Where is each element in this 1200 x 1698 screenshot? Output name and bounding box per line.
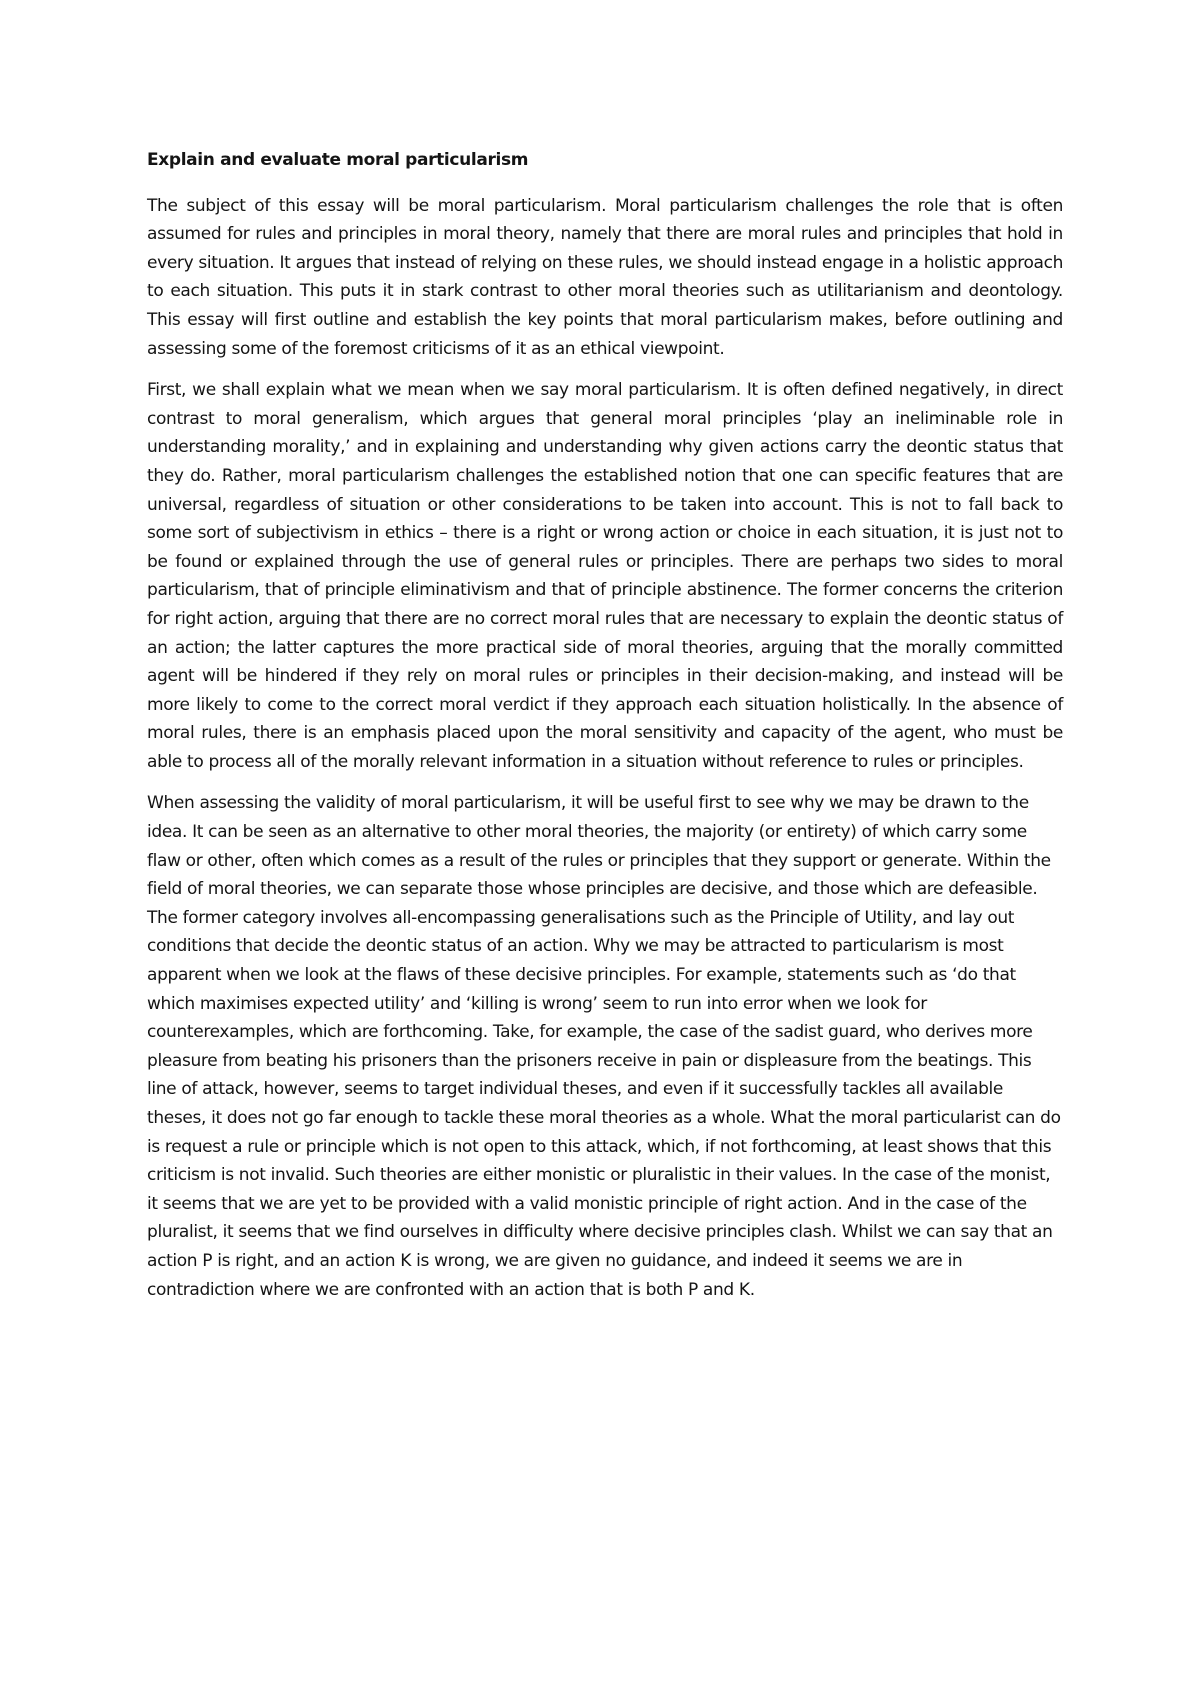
essay-title: Explain and evaluate moral particularism bbox=[147, 150, 529, 170]
essay-body bbox=[147, 146, 1063, 1317]
paragraph-introduction: The subject of this essay will be moral particularism. Moral particularism challenges the role that is often assumed for rules and principles in moral theory, namely that there are moral rules and principles that hold in every situation. It argues that instead of relying on these rules, we should instead engage in a holistic approach to each situation. This puts it in stark contrast to other moral theories such as utilitarianism and deontology. This essay will first outline and establish the key points that moral particularism makes, before outlining and assessing some of the foremost criticisms of it as an ethical viewpoint. bbox=[147, 195, 1063, 359]
paragraph-definition: First, we shall explain what we mean when we say moral particularism. It is often defined negatively, in direct contrast to moral generalism, which argues that general moral principles ‘play an ineliminable role in understanding morality,’ and in explaining and understanding why given actions carry the deontic status that they do. Rather, moral particularism challenges the established notion that one can specific features that are universal, regardless of situation or other considerations to be taken into account. This is not to fall back to some sort of subjectivism in ethics – there is a right or wrong action or choice in each situation, it is just not to be found or explained through the use of general rules or principles. There are perhaps two sides to moral particularism, that of principle eliminativism and that of principle abstinence. The former concerns the criterion for right action, arguing that there are no correct moral rules that are necessary to explain the deontic status of an action; the latter captures the more practical side of moral theories, arguing that the morally committed agent will be hindered if they rely on moral rules or principles in their decision-making, and instead will be more likely to come to the correct moral verdict if they approach each situation holistically. In the absence of moral rules, there is an emphasis placed upon the moral sensitivity and capacity of the agent, who must be able to process all of the morally relevant information in a situation without reference to rules or principles. bbox=[147, 380, 1063, 772]
paragraph-assessment: When assessing the validity of moral particularism, it will be useful first to see why we may be drawn to the idea. It can be seen as an alternative to other moral theories, the majority (or entirety) of which carry some flaw or other, often which comes as a result of the rules or principles that they support or generate. Within the field of moral theories, we can separate those whose principles are decisive, and those which are defeasible. The former category involves all-encompassing generalisations such as the Principle of Utility, and lay out conditions that decide the deontic status of an action. Why we may be attracted to particularism is most apparent when we look at the flaws of these decisive principles. For example, statements such as ‘do that which maximises expected utility’ and ‘killing is wrong’ seem to run into error when we look for counterexamples, which are forthcoming. Take, for example, the case of the sadist guard, who derives more pleasure from beating his prisoners than the prisoners receive in pain or displeasure from the beatings. This line of attack, however, seems to target individual theses, and even if it successfully tackles all available theses, it does not go far enough to tackle these moral theories as a whole. What the moral particularist can do is request a rule or principle which is not open to this attack, which, if not forthcoming, at least shows that this criticism is not invalid. Such theories are either monistic or pluralistic in their values. In the case of the monist, it seems that we are yet to be provided with a valid monistic principle of right action. And in the case of the pluralist, it seems that we find ourselves in difficulty where decisive principles clash. Whilst we can say that an action P is right, and an action K is wrong, we are given no guidance, and indeed it seems we are in contradiction where we are confronted with an action that is both P and K. bbox=[147, 793, 1061, 1300]
